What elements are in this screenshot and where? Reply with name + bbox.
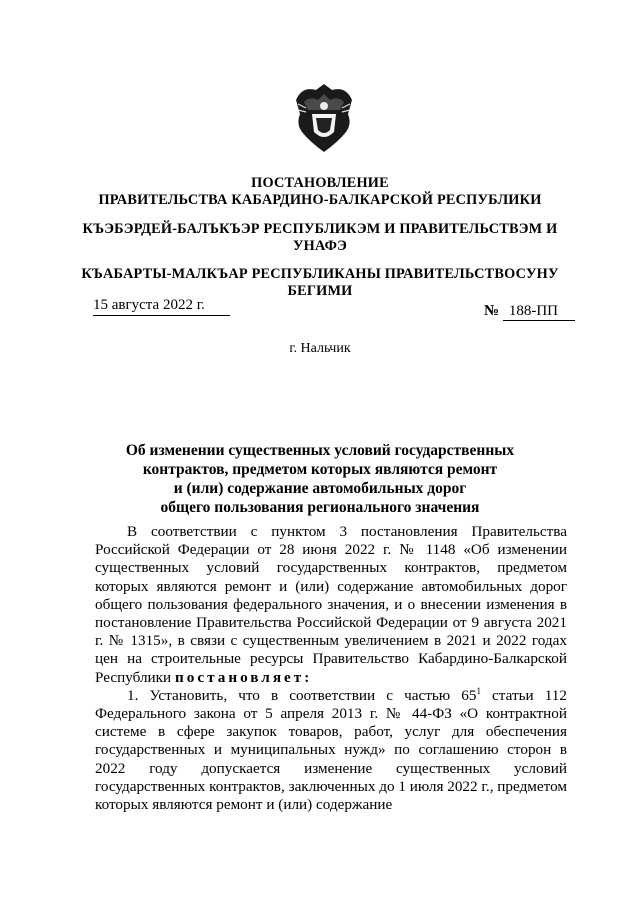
preamble-paragraph bbox=[95, 523, 567, 687]
title-line: Об изменении существенных условий государственных bbox=[125, 442, 515, 459]
clause-1-rest: статьи 112 Федерального закона от 5 апреля 2013 г. № 44-ФЗ «О контрактной системе в сфере закупок товаров, работ, услуг для обеспечения государственных и муниципальных нужд» по соглашению сторон в 2022 году допускается изменение существенных условий государственных контрактов, заключенных до 1 июля 2022 г., предметом которых являются ремонт и (или) содержание bbox=[95, 686, 568, 814]
government-name-krc-line2: БЕГИМИ bbox=[287, 283, 353, 299]
government-name-ru: ПРАВИТЕЛЬСТВА КАБАРДИНО-БАЛКАРСКОЙ РЕСПУБЛИКИ bbox=[98, 192, 542, 208]
government-name-kbd-line1: КЪЭБЭРДЕЙ-БАЛЪКЪЭР РЕСПУБЛИКЭМ И ПРАВИТЕЛЬСТВЭМ И bbox=[82, 221, 558, 237]
clause-1-paragraph bbox=[95, 687, 567, 814]
doc-type-heading: ПОСТАНОВЛЕНИЕ bbox=[251, 175, 389, 191]
document-number bbox=[484, 302, 575, 321]
coat-of-arms-emblem bbox=[292, 80, 356, 156]
city-name: г. Нальчик bbox=[289, 341, 351, 356]
title-line: и (или) содержание автомобильных дорог bbox=[173, 480, 467, 497]
title-line: общего пользования регионального значения bbox=[160, 499, 480, 516]
preamble-text: В соответствии с пунктом 3 постановления Правительства Российской Федерации от 28 июня 2022 г. № 1148 «Об изменении существенных условий государственных контрактов, предметом которых являются ремонт и (или) содержание автомобильных дорог общего пользования федерального значения, и о внесении изменения в постановление Правительства Российской Федерации от 9 августа 2021 г. № 1315», в связи с существенным увеличением в 2021 и 2022 годах цен на строительные ресурсы Правительство Кабардино-Балкарской Республики bbox=[95, 523, 567, 686]
clause-1-superscript: 1 bbox=[476, 685, 481, 696]
title-line: контрактов, предметом которых являются ремонт bbox=[142, 461, 498, 478]
government-name-krc-line1: КЪАБАРТЫ-МАЛКЪАР РЕСПУБЛИКАНЫ ПРАВИТЕЛЬСТВОСУНУ bbox=[81, 266, 559, 282]
number-sign: № bbox=[484, 303, 500, 319]
document-date: 15 августа 2022 г. bbox=[93, 296, 230, 316]
resolves-keyword: постановляет: bbox=[175, 668, 313, 686]
clause-1-start: 1. Установить, что в соответствии с частью 65 bbox=[127, 686, 477, 704]
number-value: 188-ПП bbox=[503, 302, 575, 321]
document-title bbox=[110, 441, 530, 517]
government-name-kbd-line2: УНАФЭ bbox=[292, 238, 347, 254]
document-body bbox=[95, 523, 567, 814]
